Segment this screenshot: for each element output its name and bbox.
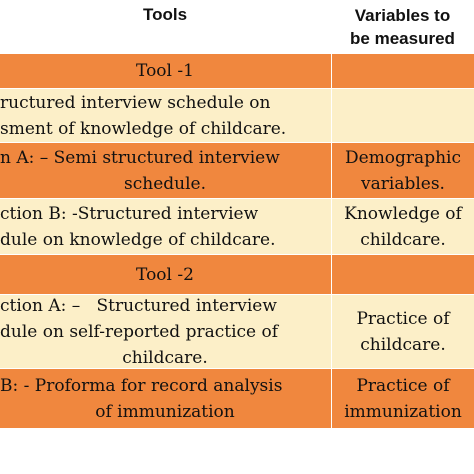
header-variables-line2: be measured <box>350 29 455 48</box>
section-a2-var-cell <box>331 295 474 368</box>
section-a2-tool-line1: ction A: – Structured interview <box>0 295 277 316</box>
section-a2-tool-cell <box>0 295 330 368</box>
section-b2-row <box>0 368 474 428</box>
tool1-label: Tool -1 <box>136 61 194 81</box>
section-b2-tool-cell <box>0 369 330 428</box>
section-a1-row <box>0 142 474 198</box>
section-a2-var-line2: childcare. <box>360 334 446 355</box>
header-variables-cell <box>331 0 474 54</box>
section-a2-tool-line3: childcare. <box>122 347 208 368</box>
table-header-row <box>0 0 474 54</box>
section-a2-row <box>0 294 474 368</box>
tool1-description-line1: ructured interview schedule on <box>0 92 271 113</box>
tool1-empty-cell <box>331 54 474 88</box>
section-b2-var-line2: immunization <box>344 401 462 422</box>
tool2-label-cell <box>0 255 330 294</box>
section-b2-tool-line1: B: - Proforma for record analysis <box>0 375 283 396</box>
section-b1-var-cell <box>331 199 474 254</box>
section-b2-var-cell <box>331 369 474 428</box>
header-tools: Tools <box>142 5 188 24</box>
section-a2-var-line1: Practice of <box>356 308 450 329</box>
tool2-row <box>0 254 474 294</box>
section-a1-var-cell <box>331 143 474 198</box>
tool1-description-cell <box>0 89 330 142</box>
tool1-row <box>0 54 474 88</box>
tool1-label-cell <box>0 54 330 88</box>
section-a1-tool-line1: n A: – Semi structured interview <box>0 147 280 168</box>
section-b1-tool-cell <box>0 199 330 254</box>
tool1-description-row <box>0 88 474 142</box>
section-a1-tool-cell <box>0 143 330 198</box>
section-a1-var-line2: variables. <box>361 173 445 194</box>
section-b2-var-line1: Practice of <box>356 375 450 396</box>
section-b1-var-line2: childcare. <box>360 229 446 250</box>
section-a2-tool-line2: dule on self-reported practice of <box>0 321 279 342</box>
tool2-label: Tool -2 <box>136 264 194 285</box>
section-b1-tool-line2: dule on knowledge of childcare. <box>0 229 276 250</box>
section-a1-tool-line2: schedule. <box>124 173 206 194</box>
tool1-description-var-cell <box>331 89 474 142</box>
section-b1-row <box>0 198 474 254</box>
section-b2-tool-line2: of immunization <box>95 401 235 422</box>
header-variables-line1: Variables to <box>354 6 451 25</box>
section-a1-var-line1: Demographic <box>345 147 461 168</box>
section-b1-tool-line1: ction B: -Structured interview <box>0 203 259 224</box>
tool1-description-line2: sment of knowledge of childcare. <box>0 118 287 139</box>
header-tools-cell <box>0 0 330 54</box>
section-b1-var-line1: Knowledge of <box>344 203 462 224</box>
tool2-empty-cell <box>331 255 474 294</box>
